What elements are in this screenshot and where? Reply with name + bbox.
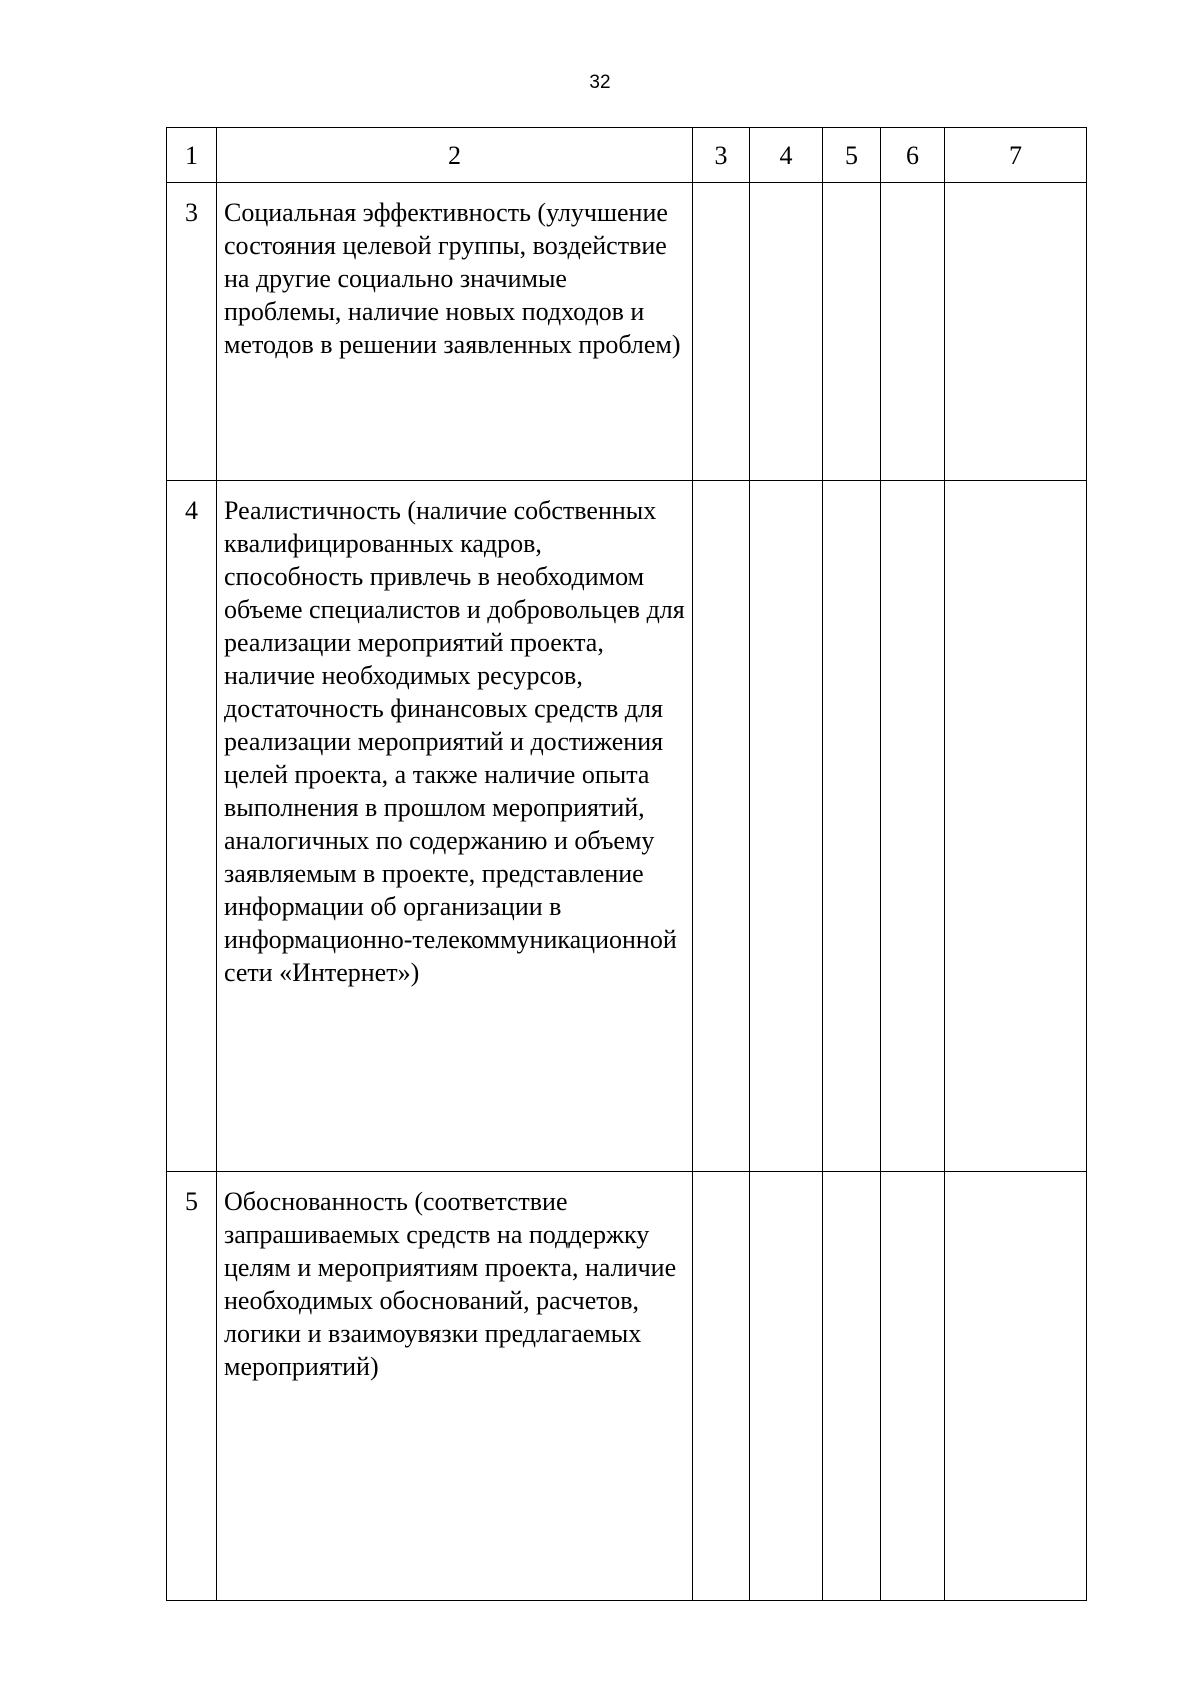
column-header: 6 xyxy=(881,128,945,183)
page-number: 32 xyxy=(589,72,611,93)
score-cell xyxy=(823,1172,881,1601)
row-number: 5 xyxy=(167,1172,217,1601)
row-number: 3 xyxy=(167,183,217,481)
column-header: 3 xyxy=(693,128,750,183)
column-header: 1 xyxy=(167,128,217,183)
column-header: 2 xyxy=(217,128,693,183)
criterion-text: Реалистичность (наличие собственных квалифицированных кадров, способность привлечь в необходимом объеме специалистов и добровольцев для реализации мероприятий проекта, наличие необходимых ресурсов, достаточность финансовых средств для реализации мероприятий и достижения целей проекта, а также наличие опыта выполнения в прошлом мероприятий, аналогичных по содержанию и объему заявляемым в проекте, представление информации об организации в информационно-телекоммуникационной сети «Интернет») xyxy=(217,481,693,1172)
score-cell xyxy=(945,1172,1087,1601)
score-cell xyxy=(945,183,1087,481)
score-cell xyxy=(881,1172,945,1601)
score-cell xyxy=(945,481,1087,1172)
table-row xyxy=(167,481,1087,1172)
score-cell xyxy=(750,183,823,481)
column-header: 4 xyxy=(750,128,823,183)
score-cell xyxy=(750,481,823,1172)
score-cell xyxy=(693,481,750,1172)
score-cell xyxy=(693,183,750,481)
score-cell xyxy=(881,183,945,481)
column-header: 5 xyxy=(823,128,881,183)
table-header-row xyxy=(167,128,1087,183)
table-row xyxy=(167,1172,1087,1601)
criteria-table xyxy=(166,127,1087,1601)
score-cell xyxy=(693,1172,750,1601)
table-row xyxy=(167,183,1087,481)
criterion-text: Обоснованность (соответствие запрашиваемых средств на поддержку целям и мероприятиям проекта, наличие необходимых обоснований, расчетов, логики и взаимоувязки предлагаемых мероприятий) xyxy=(217,1172,693,1601)
score-cell xyxy=(823,183,881,481)
score-cell xyxy=(750,1172,823,1601)
score-cell xyxy=(881,481,945,1172)
score-cell xyxy=(823,481,881,1172)
row-number: 4 xyxy=(167,481,217,1172)
criterion-text: Социальная эффективность (улучшение состояния целевой группы, воздействие на другие социально значимые проблемы, наличие новых подходов и методов в решении заявленных проблем) xyxy=(217,183,693,481)
column-header: 7 xyxy=(945,128,1087,183)
